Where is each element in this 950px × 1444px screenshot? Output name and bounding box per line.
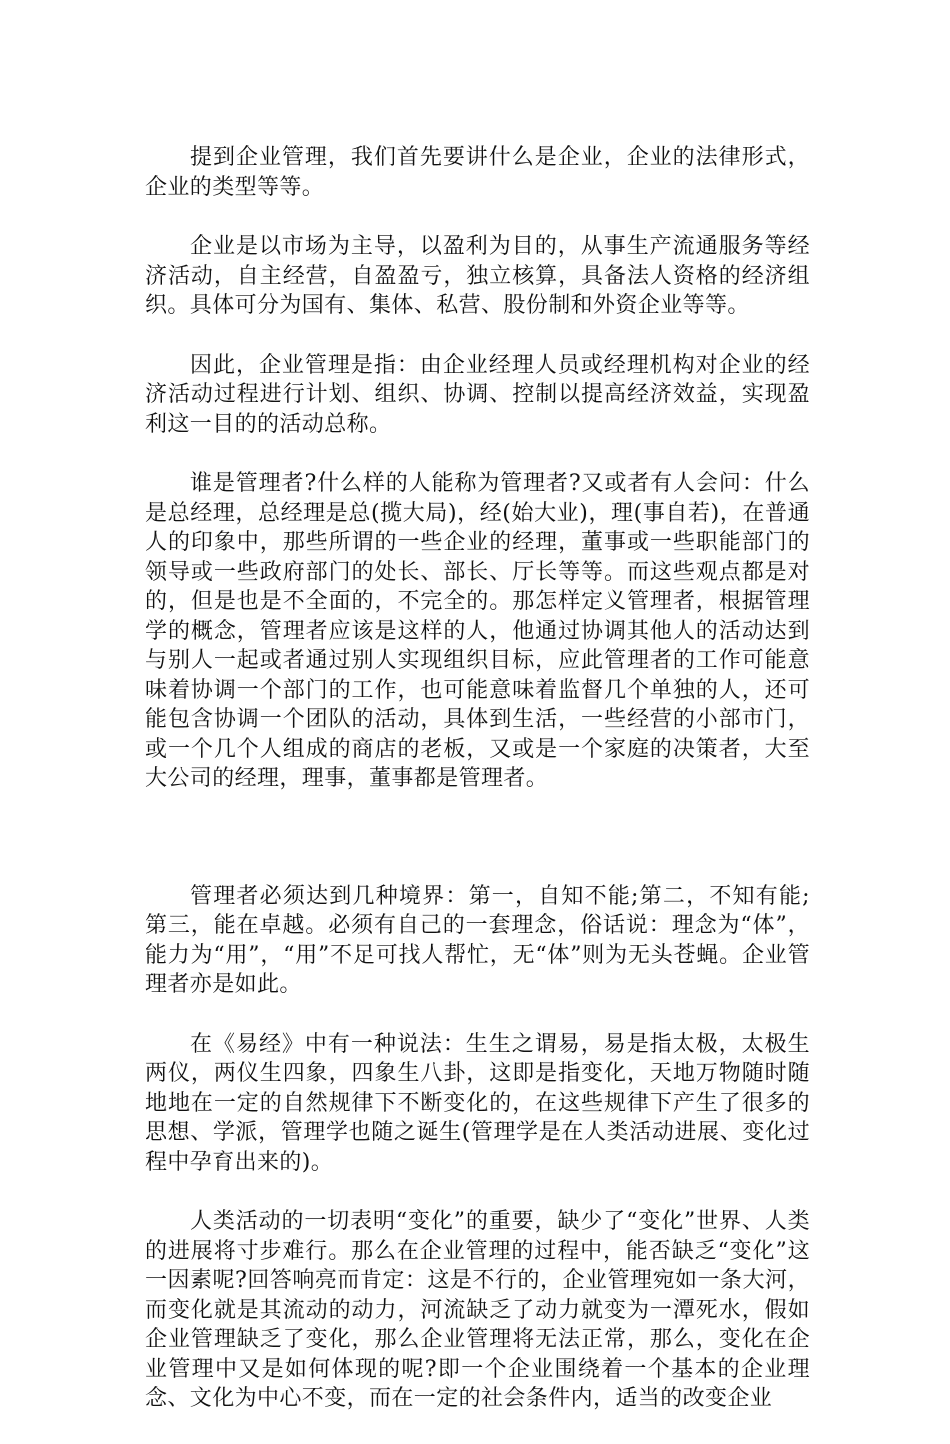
paragraph-5: 管理者必须达到几种境界：第一，自知不能;第二，不知有能;第三，能在卓越。必须有自己的一套理念，俗话说：理念为“体”，能力为“用”，“用”不足可找人帮忙，无“体”则为无头苍蝇。企业管理者亦是如此。 (145, 883, 810, 997)
document-body (145, 143, 810, 1444)
paragraph-2: 企业是以市场为主导，以盈利为目的，从事生产流通服务等经济活动，自主经营，自盈盈亏，独立核算，具备法人资格的经济组织。具体可分为国有、集体、私营、股份制和外资企业等等。 (145, 234, 810, 318)
paragraph-1: 提到企业管理，我们首先要讲什么是企业，企业的法律形式，企业的类型等等。 (145, 145, 810, 200)
paragraph-4: 谁是管理者?什么样的人能称为管理者?又或者有人会问：什么是总经理，总经理是总(揽大局)，经(始大业)，理(事自若)，在普通人的印象中，那些所谓的一些企业的经理，董事或一些职能部门的领导或一些政府部门的处长、部长、厅长等等。而这些观点都是对的，但是也是不全面的，不完全的。那怎样定义管理者，根据管理学的概念，管理者应该是这样的人，他通过协调其他人的活动达到与别人一起或者通过别人实现组织目标，应此管理者的工作可能意味着协调一个部门的工作，也可能意味着监督几个单独的人，还可能包含协调一个团队的活动，具体到生活，一些经营的小部市门，或一个几个人组成的商店的老板，又或是一个家庭的决策者，大至大公司的经理，理事，董事都是管理者。 (145, 471, 810, 791)
paragraph-6: 在《易经》中有一种说法：生生之谓易，易是指太极，太极生两仪，两仪生四象，四象生八卦，这即是指变化，天地万物随时随地地在一定的自然规律下不断变化的，在这些规律下产生了很多的思想、学派，管理学也随之诞生(管理学是在人类活动进展、变化过程中孕育出来的)。 (145, 1031, 810, 1175)
paragraph-3: 因此，企业管理是指：由企业经理人员或经理机构对企业的经济活动过程进行计划、组织、协调、控制以提高经济效益，实现盈利这一目的的活动总称。 (145, 352, 810, 437)
paragraph-7: 人类活动的一切表明“变化”的重要，缺少了“变化”世界、人类的进展将寸步难行。那么在企业管理的过程中，能否缺乏“变化”这一因素呢?回答响亮而肯定：这是不行的，企业管理宛如一条大河，而变化就是其流动的动力，河流缺乏了动力就变为一潭死水，假如企业管理缺乏了变化，那么企业管理将无法正常，那么，变化在企业管理中又是如何体现的呢?即一个企业围绕着一个基本的企业理念、文化为中心不变，而在一定的社会条件内，适当的改变企业 (145, 1209, 810, 1411)
